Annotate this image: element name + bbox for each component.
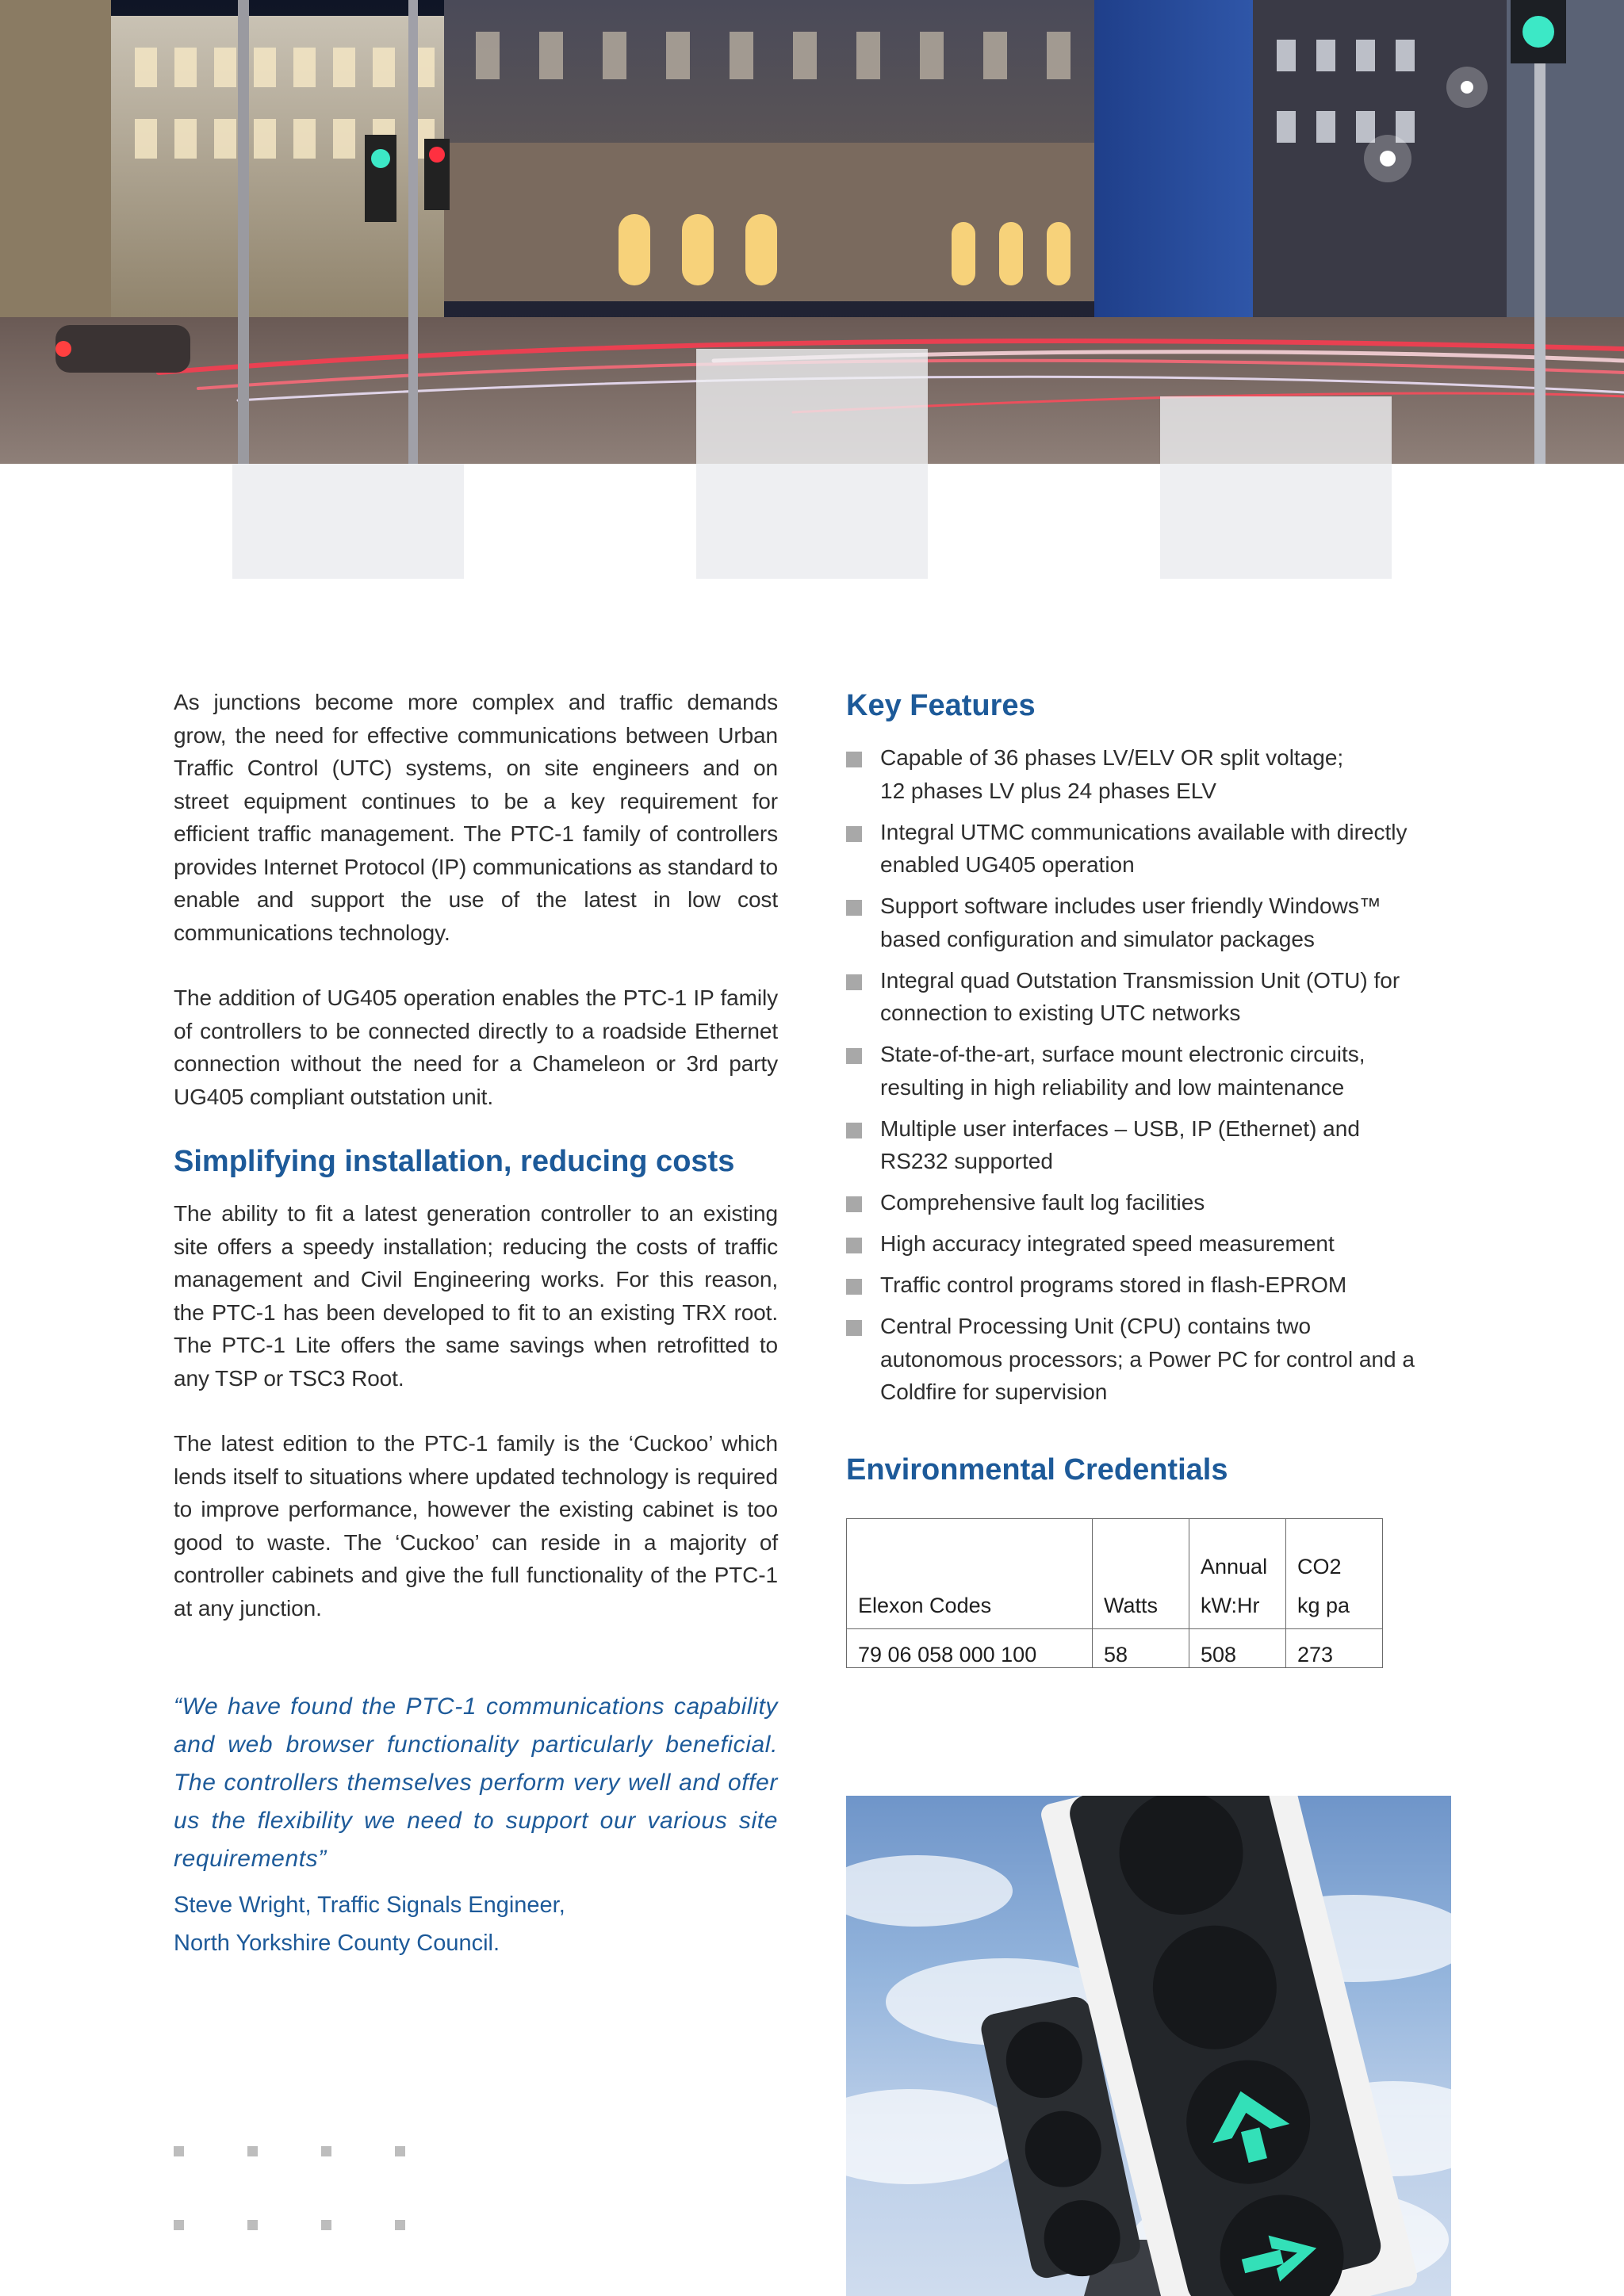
feature-text: autonomous processors; a Power PC for control and a bbox=[880, 1346, 1415, 1372]
table-header-row bbox=[847, 1519, 1383, 1629]
header-annual: Annual kW:Hr bbox=[1189, 1519, 1286, 1629]
feature-text: based configuration and simulator packages bbox=[880, 926, 1315, 951]
feature-text: Integral UTMC communications available with directly bbox=[880, 819, 1408, 844]
decor-dot bbox=[247, 2146, 258, 2156]
bullet-square-icon bbox=[846, 1123, 862, 1138]
feature-text: RS232 supported bbox=[880, 1149, 1053, 1173]
hero-photo bbox=[0, 0, 1624, 464]
attribution-name: Steve Wright, Traffic Signals Engineer, bbox=[174, 1892, 565, 1918]
decor-dot bbox=[395, 2220, 405, 2230]
feature-item bbox=[846, 1227, 1457, 1261]
cell-watts: 58 bbox=[1093, 1629, 1189, 1668]
header-elexon-codes: Elexon Codes bbox=[847, 1519, 1093, 1629]
feature-text: connection to existing UTC networks bbox=[880, 1001, 1241, 1025]
feature-text: Capable of 36 phases LV/ELV OR split voltage; bbox=[880, 745, 1344, 770]
installation-paragraph: The ability to fit a latest generation controller to an existing site offers a speedy installation; reducing the costs of traffic management and Civil Engineering works. For this reason, the PTC-1 has been developed to fit to an existing TRX root. The PTC-1 Lite offers the same savings when retrofitted to any TSP or TSC3 Root. bbox=[174, 1201, 778, 1391]
feature-text: enabled UG405 operation bbox=[880, 852, 1135, 877]
bullet-square-icon bbox=[846, 974, 862, 990]
feature-item bbox=[846, 1269, 1457, 1302]
feature-text: State-of-the-art, surface mount electronic circuits, bbox=[880, 1042, 1365, 1066]
traffic-light-icon bbox=[846, 1796, 1451, 2296]
cell-co2: 273 bbox=[1286, 1629, 1383, 1668]
feature-item bbox=[846, 741, 1457, 807]
feature-item bbox=[846, 1038, 1457, 1104]
bullet-square-icon bbox=[846, 1196, 862, 1212]
environmental-heading: Environmental Credentials bbox=[846, 1453, 1228, 1487]
feature-item bbox=[846, 1186, 1457, 1219]
cell-elexon-code: 79 06 058 000 100 bbox=[847, 1629, 1093, 1668]
feature-item bbox=[846, 1112, 1457, 1178]
cell-annual: 508 bbox=[1189, 1629, 1286, 1668]
bullet-square-icon bbox=[846, 752, 862, 767]
testimonial-attribution bbox=[174, 1886, 778, 1962]
feature-text: Central Processing Unit (CPU) contains two bbox=[880, 1314, 1312, 1338]
bullet-square-icon bbox=[846, 826, 862, 842]
decor-dot bbox=[321, 2220, 331, 2230]
feature-item bbox=[846, 890, 1457, 955]
left-column bbox=[174, 686, 778, 1962]
environmental-table bbox=[846, 1518, 1383, 1668]
decor-dot bbox=[395, 2146, 405, 2156]
ug405-paragraph: The addition of UG405 operation enables the PTC-1 IP family of controllers to be connected directly to a roadside Ethernet connection without the need for a Chameleon or 3rd party UG405 compliant outstation unit. bbox=[174, 985, 778, 1109]
attribution-org: North Yorkshire County Council. bbox=[174, 1931, 500, 1956]
feature-text: High accuracy integrated speed measurement bbox=[880, 1231, 1335, 1256]
right-column bbox=[846, 686, 1457, 1668]
cuckoo-paragraph: The latest edition to the PTC-1 family is the ‘Cuckoo’ which lends itself to situations where updated technology is required to improve performance, however the existing cabinet is too good to waste. The ‘Cuckoo’ can reside in a majority of controller cabinets and give the full functionality of the PTC-1 at any junction. bbox=[174, 1431, 778, 1621]
feature-text: Support software includes user friendly Windows™ bbox=[880, 894, 1381, 918]
feature-text: resulting in high reliability and low maintenance bbox=[880, 1074, 1345, 1100]
decor-dot bbox=[321, 2146, 331, 2156]
feature-item bbox=[846, 964, 1457, 1030]
bullet-square-icon bbox=[846, 1320, 862, 1336]
feature-text: Integral quad Outstation Transmission Unit (OTU) for bbox=[880, 967, 1400, 993]
decor-dot bbox=[247, 2220, 258, 2230]
traffic-light-photo bbox=[846, 1796, 1451, 2296]
decor-dot bbox=[174, 2220, 184, 2230]
key-features-heading: Key Features bbox=[846, 689, 1036, 722]
testimonial-quote: “We have found the PTC-1 communications capability and web browser functionality particularly beneficial. The controllers themselves perform very well and offer us the flexibility we need to support our various site requirements” bbox=[174, 1693, 778, 1872]
intro-paragraph: As junctions become more complex and traffic demands grow, the need for effective communications between Urban Traffic Control (UTC) systems, on site engineers and on street equipment continues to be a key requirement for efficient traffic management. The PTC-1 family of controllers provides Internet Protocol (IP) communications as standard to enable and support the use of the latest in low cost communications technology. bbox=[174, 690, 778, 945]
table-row bbox=[847, 1629, 1383, 1668]
feature-text: 12 phases LV plus 24 phases ELV bbox=[880, 778, 1216, 803]
feature-item bbox=[846, 1310, 1457, 1409]
decor-column-2 bbox=[696, 464, 928, 579]
bullet-square-icon bbox=[846, 900, 862, 916]
bullet-square-icon bbox=[846, 1279, 862, 1295]
feature-text: Comprehensive fault log facilities bbox=[880, 1190, 1205, 1215]
header-co2: CO2 kg pa bbox=[1286, 1519, 1383, 1629]
feature-text: Multiple user interfaces – USB, IP (Ethernet) and bbox=[880, 1115, 1360, 1141]
bullet-square-icon bbox=[846, 1238, 862, 1253]
feature-item bbox=[846, 816, 1457, 882]
decor-dot bbox=[174, 2146, 184, 2156]
key-features-list bbox=[846, 741, 1457, 1409]
feature-text: Traffic control programs stored in flash-EPROM bbox=[880, 1272, 1347, 1297]
decor-column-1 bbox=[232, 464, 464, 579]
installation-heading: Simplifying installation, reducing costs bbox=[174, 1145, 735, 1178]
header-watts: Watts bbox=[1093, 1519, 1189, 1629]
feature-text: Coldfire for supervision bbox=[880, 1380, 1108, 1404]
decor-column-3 bbox=[1160, 464, 1392, 579]
bullet-square-icon bbox=[846, 1048, 862, 1064]
